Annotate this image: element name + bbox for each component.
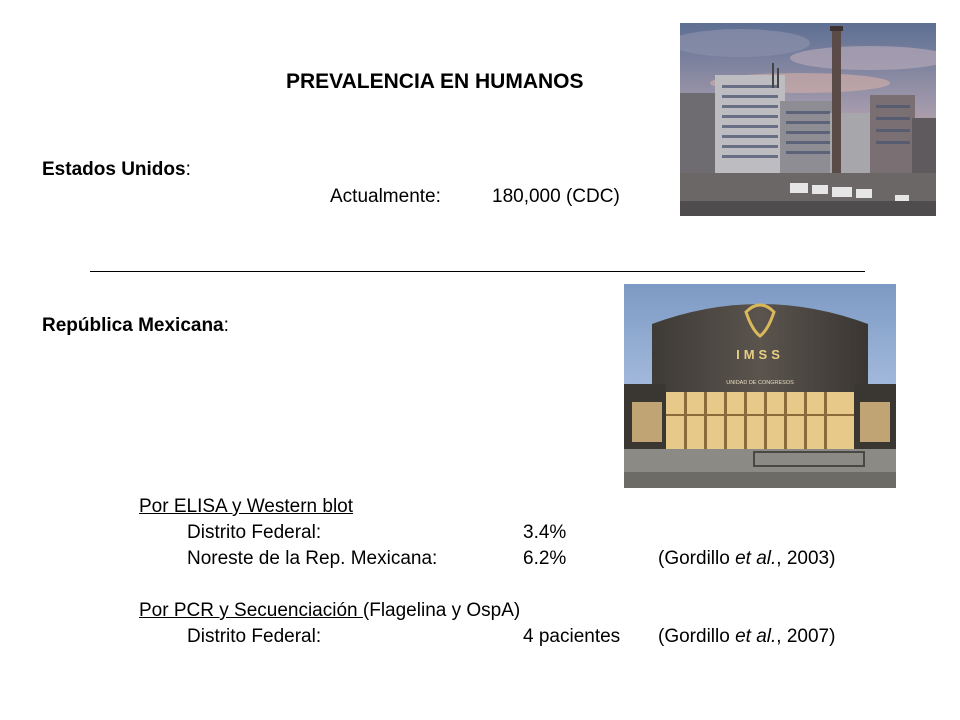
elisa-row-df-value: 3.4% xyxy=(523,522,567,543)
pcr-citation: (Gordillo et al., 2007) xyxy=(658,626,836,647)
slide-title: PREVALENCIA EN HUMANOS xyxy=(286,70,584,93)
usa-currently-label: Actualmente: xyxy=(330,186,441,207)
imss-sign-text: UNIDAD DE CONGRESOS xyxy=(726,380,794,386)
mexico-label: República Mexicana: xyxy=(42,315,229,336)
elisa-row-ne-region: Noreste de la Rep. Mexicana: xyxy=(187,548,438,569)
pcr-row-df-value: 4 pacientes xyxy=(523,626,621,647)
elisa-heading: Por ELISA y Western blot xyxy=(139,496,354,517)
elisa-citation: (Gordillo et al., 2003) xyxy=(658,548,836,569)
usa-label: Estados Unidos: xyxy=(42,159,191,180)
hospital-campus-photo xyxy=(680,23,936,216)
usa-currently-value: 180,000 (CDC) xyxy=(492,186,620,207)
elisa-row-ne-value: 6.2% xyxy=(523,548,567,569)
divider-line xyxy=(90,271,865,272)
elisa-row-df-region: Distrito Federal: xyxy=(187,522,322,543)
pcr-heading: Por PCR y Secuenciación (Flagelina y OspA) xyxy=(139,600,521,621)
imss-building-photo xyxy=(624,284,896,488)
pcr-row-df-region: Distrito Federal: xyxy=(187,626,322,647)
imss-logo-text: IMSS xyxy=(736,347,784,362)
